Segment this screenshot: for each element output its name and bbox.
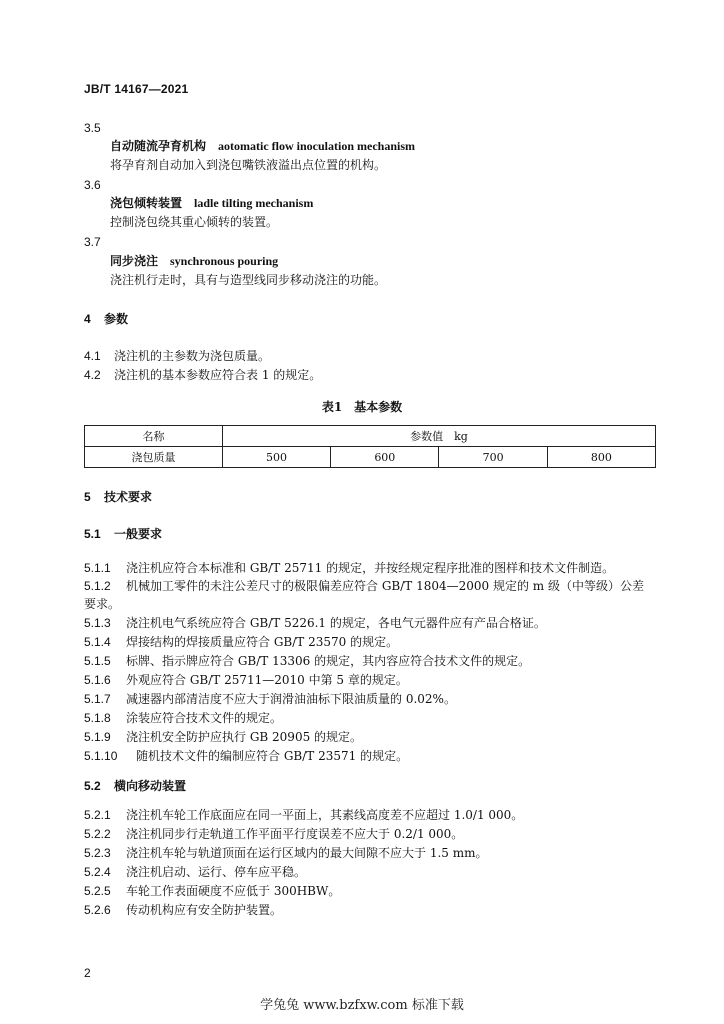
term-english: aotomatic flow inoculation mechanism (218, 139, 416, 153)
clause (84, 884, 340, 898)
clause-number: 5.2.5 (84, 884, 111, 898)
clause-text: 传动机构应有安全防护装置。 (126, 903, 283, 917)
clause-number: 5.1.8 (84, 711, 111, 725)
clause-number: 5.2.6 (84, 903, 111, 917)
clause-text: 浇注机安全防护应执行 GB 20905 的规定。 (126, 730, 363, 744)
term-heading (110, 254, 278, 268)
clause-text: 随机技术文件的编制应符合 GB/T 23571 的规定。 (136, 749, 409, 763)
section-heading (84, 312, 128, 326)
term-chinese: 自动随流孕育机构 (110, 139, 207, 153)
clause (84, 846, 487, 860)
clause-number: 5.1.2 (84, 579, 111, 593)
clause (84, 749, 408, 763)
term-definition: 将孕育剂自动加入到浇包嘴铁液溢出点位置的机构。 (110, 158, 387, 172)
clause (84, 903, 282, 917)
row-name-cell: 浇包质量 (85, 447, 223, 468)
header-name-cell: 名称 (85, 426, 223, 447)
value-cell: 600 (331, 447, 439, 468)
clause-text: 外观应符合 GB/T 25711—2010 中第 5 章的规定。 (126, 673, 408, 687)
term-number: 3.6 (84, 178, 101, 192)
clause (84, 579, 644, 593)
value-cell: 800 (547, 447, 655, 468)
clause (84, 349, 270, 363)
clause-number: 5.1.3 (84, 616, 111, 630)
clause (84, 673, 408, 687)
subsection-heading (84, 779, 186, 793)
clause-text: 机械加工零件的未注公差尺寸的极限偏差应符合 GB/T 1804—2000 规定的 m 级（中等级）公差 (126, 579, 644, 593)
document-code: JB/T 14167—2021 (84, 82, 189, 96)
clause-continuation: 要求。 (84, 597, 121, 611)
table-header-row (85, 426, 656, 447)
clause-number: 5.1.10 (84, 749, 118, 763)
clause (84, 635, 398, 649)
section-number: 5 (84, 490, 91, 504)
term-chinese: 同步浇注 (110, 254, 159, 268)
parameters-table (84, 425, 656, 468)
term-heading (110, 139, 415, 153)
term-english: synchronous pouring (170, 254, 279, 268)
clause-text: 浇注机的基本参数应符合表 1 的规定。 (114, 368, 322, 382)
section-title: 参数 (104, 312, 129, 326)
term-heading (110, 196, 313, 210)
page-number: 2 (84, 966, 91, 980)
clause (84, 730, 362, 744)
clause (84, 692, 456, 706)
header-value-cell: 参数值 kg (222, 426, 655, 447)
subsection-number: 5.2 (84, 779, 101, 793)
term-english: ladle tilting mechanism (194, 196, 314, 210)
clause-number: 5.1.5 (84, 654, 111, 668)
term-number: 3.5 (84, 121, 101, 135)
section-heading (84, 490, 152, 504)
clause (84, 827, 463, 841)
clause-text: 浇注机车轮与轨道顶面在运行区域内的最大间隙不应大于 1.5 mm。 (126, 846, 488, 860)
subsection-title: 一般要求 (114, 527, 163, 541)
clause-number: 5.2.2 (84, 827, 111, 841)
clause (84, 808, 523, 822)
clause-number: 5.1.6 (84, 673, 111, 687)
term-chinese: 浇包倾转装置 (110, 196, 183, 210)
subsection-title: 横向移动装置 (114, 779, 187, 793)
clause (84, 865, 306, 879)
clause-text: 浇注机启动、运行、停车应平稳。 (126, 865, 307, 879)
clause (84, 654, 530, 668)
term-definition: 控制浇包绕其重心倾转的装置。 (110, 215, 279, 229)
clause-text: 减速器内部清洁度不应大于润滑油油标下限油质量的 0.02%。 (126, 692, 456, 706)
clause-text: 浇注机的主参数为浇包质量。 (114, 349, 271, 363)
value-cell: 500 (222, 447, 330, 468)
clause-text: 浇注机同步行走轨道工作平面平行度误差不应大于 0.2/1 000。 (126, 827, 464, 841)
term-number: 3.7 (84, 235, 101, 249)
clause-number: 5.2.3 (84, 846, 111, 860)
clause (84, 616, 546, 630)
clause-text: 涂装应符合技术文件的规定。 (126, 711, 283, 725)
clause-number: 4.2 (84, 368, 101, 382)
clause-number: 5.1.1 (84, 561, 111, 575)
clause-number: 5.1.9 (84, 730, 111, 744)
clause (84, 711, 282, 725)
clause-text: 标牌、指示牌应符合 GB/T 13306 的规定，其内容应符合技术文件的规定。 (126, 654, 531, 668)
table-row (85, 447, 656, 468)
clause-number: 5.2.1 (84, 808, 111, 822)
subsection-heading (84, 527, 162, 541)
clause-text: 浇注机应符合本标准和 GB/T 25711 的规定，并按经规定程序批准的图样和技术文件制造。 (126, 561, 615, 575)
clause-number: 5.2.4 (84, 865, 111, 879)
clause-text: 浇注机电气系统应符合 GB/T 5226.1 的规定，各电气元器件应有产品合格证。 (126, 616, 546, 630)
footer-watermark: 学兔兔 www.bzfxw.com 标准下载 (260, 998, 464, 1013)
clause-number: 5.1.7 (84, 692, 111, 706)
clause-text: 浇注机车轮工作底面应在同一平面上，其素线高度差不应超过 1.0/1 000。 (126, 808, 524, 822)
clause-text: 车轮工作表面硬度不应低于 300HBW。 (126, 884, 341, 898)
clause-number: 4.1 (84, 349, 101, 363)
section-title: 技术要求 (104, 490, 153, 504)
term-definition: 浇注机行走时，具有与造型线同步移动浇注的功能。 (110, 273, 387, 287)
section-number: 4 (84, 312, 91, 326)
subsection-number: 5.1 (84, 527, 101, 541)
clause-number: 5.1.4 (84, 635, 111, 649)
value-cell: 700 (439, 447, 547, 468)
clause-text: 焊接结构的焊接质量应符合 GB/T 23570 的规定。 (126, 635, 399, 649)
table-caption: 表1 基本参数 (321, 400, 403, 414)
clause (84, 561, 614, 575)
clause (84, 368, 321, 382)
